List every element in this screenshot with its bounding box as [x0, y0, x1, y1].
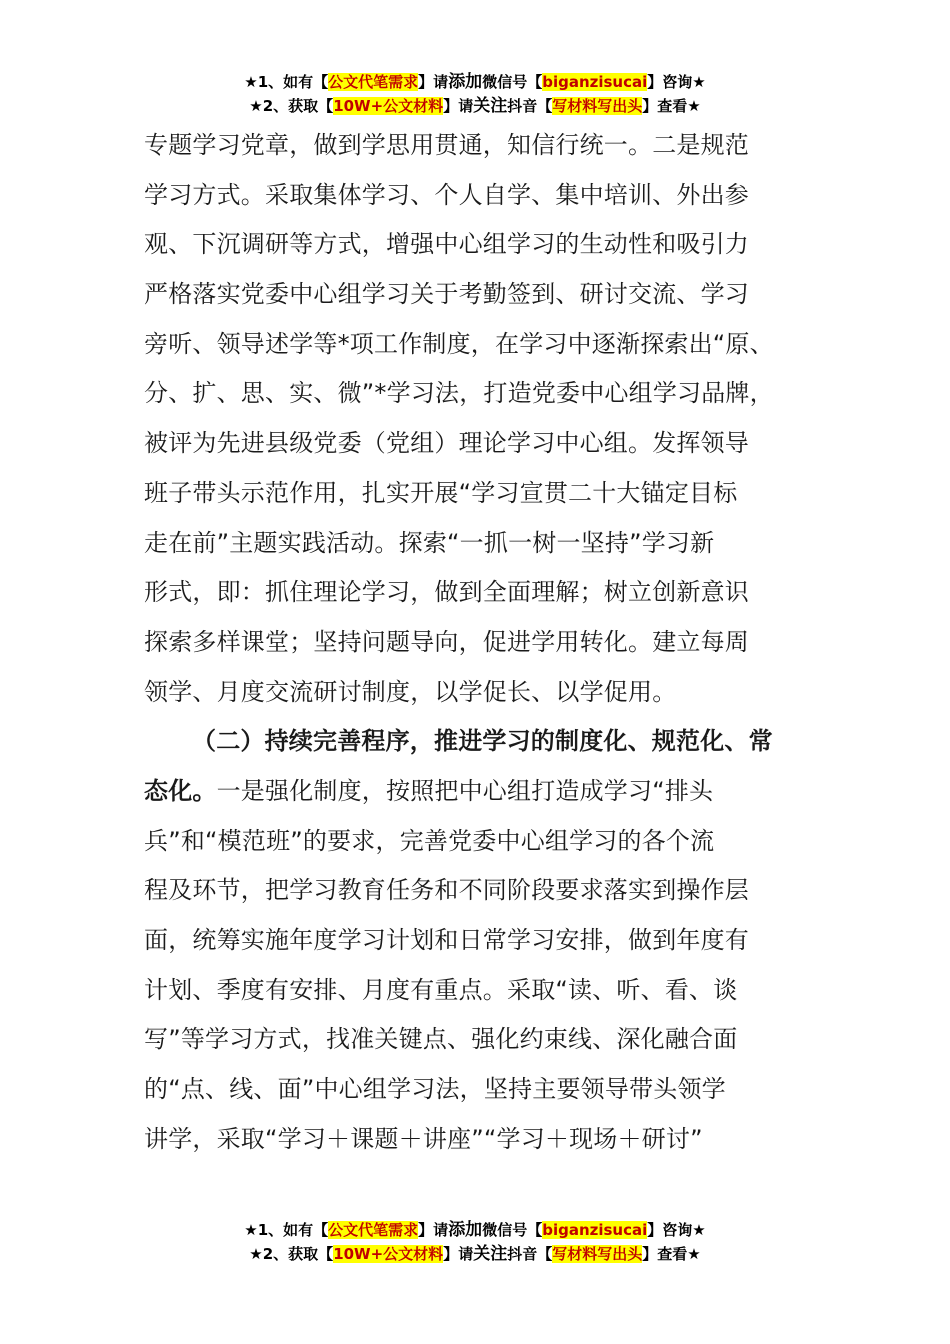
section-heading-tail: 态化。 [144, 776, 217, 805]
banner-text: ★2、获取【 [249, 1245, 334, 1263]
banner-text: 抖音【 [507, 97, 553, 115]
banner-emphasis: 添加 [448, 1220, 483, 1240]
banner-highlight: 公文代笔需求 [328, 73, 419, 91]
text-line: 计划、季度有安排、月度有重点。采取“读、听、看、谈 [144, 975, 738, 1004]
banner-highlight: 公文代笔需求 [328, 1221, 419, 1239]
banner-highlight: biganzisucai [542, 73, 648, 91]
footer-banner [0, 1218, 950, 1266]
text-line: 被评为先进县级党委（党组）理论学习中心组。发挥领导 [144, 429, 749, 458]
text-line: 领学、月度交流研讨制度，以学促长、以学促用。 [144, 677, 677, 706]
banner-line-1 [0, 1218, 950, 1242]
banner-emphasis: 关注 [473, 1244, 508, 1264]
banner-text: 微信号【 [482, 1221, 543, 1239]
text-line: 面，统筹实施年度学习计划和日常学习安排，做到年度有 [144, 926, 749, 954]
banner-text: ★2、获取【 [249, 97, 334, 115]
banner-text: 】请 [418, 73, 449, 91]
text-line: 的“点、线、面”中心组学习法，坚持主要领导带头领学 [144, 1075, 726, 1104]
banner-highlight: 写材料写出头 [552, 97, 643, 115]
text-line: 班子带头示范作用，扎实开展“学习宣贯二十大锚定目标 [144, 478, 738, 507]
banner-highlight: 10W+公文材料 [333, 97, 444, 115]
banner-text: 】咨询★ [647, 1221, 706, 1239]
banner-text: 】查看★ [642, 1245, 701, 1263]
text-line: 严格落实党委中心组学习关于考勤签到、研讨交流、学习 [144, 280, 749, 309]
banner-emphasis: 关注 [473, 96, 508, 116]
banner-emphasis: 添加 [448, 72, 483, 92]
banner-text: 微信号【 [482, 73, 543, 91]
text-line: 兵”和“模范班”的要求，完善党委中心组学习的各个流 [144, 826, 715, 855]
text-line: 专题学习党章，做到学思用贯通，知信行统一。二是规范 [144, 131, 749, 159]
text-line: 旁听、领导述学等*项工作制度，在学习中逐渐探索出“原、 [144, 329, 774, 358]
banner-highlight: 写材料写出头 [552, 1245, 643, 1263]
banner-text: ★1、如有【 [244, 1221, 329, 1239]
document-body [144, 121, 824, 1164]
banner-highlight: 10W+公文材料 [333, 1245, 444, 1263]
text-line: 走在前”主题实践活动。探索“一抓一树一坚持”学习新 [144, 528, 715, 557]
text-line: 程及环节，把学习教育任务和不同阶段要求落实到操作层 [144, 876, 749, 905]
text-line-rest: 一是强化制度，按照把中心组打造成学习“排头 [216, 776, 714, 805]
banner-text: 】请 [443, 1245, 474, 1263]
text-line: 观、下沉调研等方式，增强中心组学习的生动性和吸引力 [144, 230, 749, 259]
text-line: 探索多样课堂；坚持问题导向，促进学用转化。建立每周 [144, 627, 749, 656]
text-line: 讲学，采取“学习＋课题＋讲座”“学习＋现场＋研讨” [144, 1124, 703, 1153]
text-line: 学习方式。采取集体学习、个人自学、集中培训、外出参 [144, 180, 749, 209]
banner-line-1 [0, 70, 950, 94]
banner-line-2 [0, 94, 950, 118]
banner-line-2 [0, 1242, 950, 1266]
text-line: 形式，即：抓住理论学习，做到全面理解；树立创新意识 [144, 578, 749, 607]
section-heading: （二）持续完善程序，推进学习的制度化、规范化、常 [192, 727, 773, 756]
text-line: 分、扩、思、实、微”*学习法，打造党委中心组学习品牌， [144, 379, 774, 408]
banner-text: ★1、如有【 [244, 73, 329, 91]
banner-highlight: biganzisucai [542, 1221, 648, 1239]
banner-text: 】咨询★ [647, 73, 706, 91]
banner-text: 抖音【 [507, 1245, 553, 1263]
text-line: 写”等学习方式，找准关键点、强化约束线、深化融合面 [144, 1025, 738, 1054]
text-line [144, 767, 824, 817]
banner-text: 】查看★ [642, 97, 701, 115]
header-banner [0, 70, 950, 118]
banner-text: 】请 [418, 1221, 449, 1239]
banner-text: 】请 [443, 97, 474, 115]
